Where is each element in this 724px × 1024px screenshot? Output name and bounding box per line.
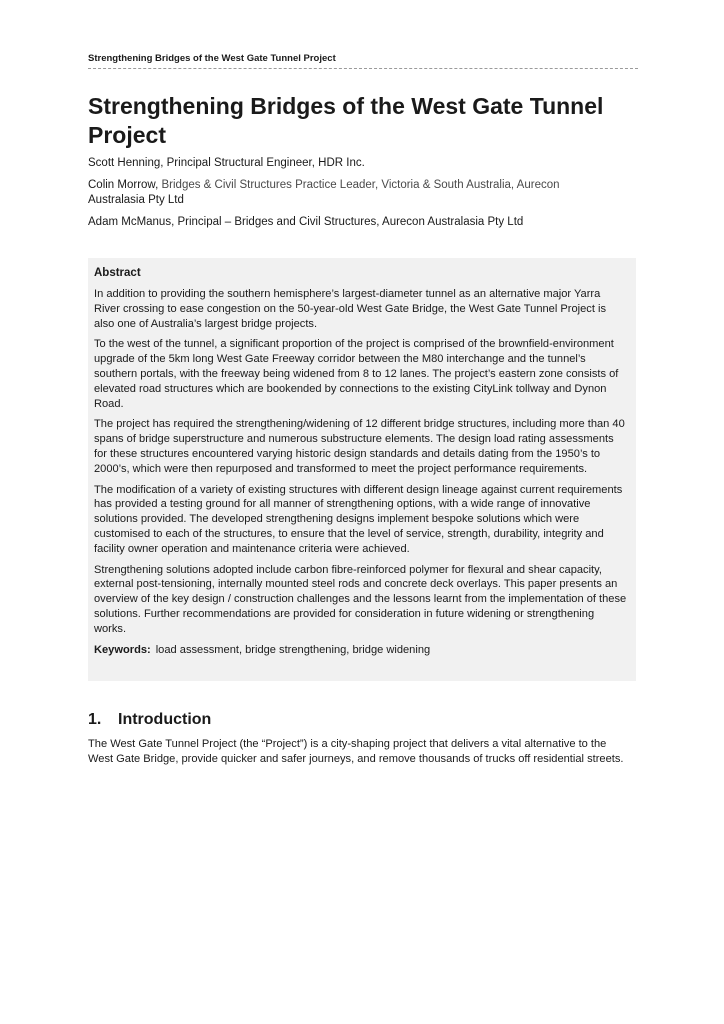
author-line: Adam McManus, Principal – Bridges and Civil Structures, Aurecon Australasia Pty Ltd <box>88 216 524 228</box>
abstract-paragraph: The project has required the strengthening/widening of 12 different bridge structures, including more than 40 spans of bridge superstructure and numerous substructure elements. The design load rating assessments for these structures encountered varying historic design standards and details dating from the 1950’s to 2000’s, which were then repurposed and transformed to meet the project performance requirements. <box>94 418 625 475</box>
section-number: 1. <box>88 711 102 728</box>
author-name: Adam McManus <box>88 216 172 228</box>
introduction-paragraph: The West Gate Tunnel Project (the “Project”) is a city-shaping project that delivers a vital alternative to the West Gate Bridge, provide quicker and safer journeys, and remove thousands of trucks off residential streets. <box>88 738 624 765</box>
author-role: Bridges & Civil Structures Practice Leader, Victoria & South Australia, Aurecon <box>161 179 560 191</box>
author-role: Principal – Bridges and Civil Structures, Aurecon Australasia Pty Ltd <box>177 216 524 228</box>
header-divider <box>88 68 638 69</box>
paper-title: Strengthening Bridges of the West Gate Tunnel Project <box>88 93 604 148</box>
abstract-paragraph: The modification of a variety of existing structures with different design lineage against current requirements has provided a testing ground for all manner of strengthening options, with a wide range of innovative solutions provided. The developed strengthening designs implement bespoke solutions which were customised to each of the structures, to ensure that the level of service, strength, durability, integrity and facility owner operation and maintenance criteria were achieved. <box>94 483 623 555</box>
author-line: Scott Henning, Principal Structural Engineer, HDR Inc. <box>88 157 365 169</box>
author-name: Colin Morrow <box>88 179 156 191</box>
author-line: Colin Morrow, Bridges & Civil Structures Practice Leader, Victoria & South Australia, Aurecon Australasia Pty Ltd <box>88 179 560 206</box>
keywords-line <box>94 643 628 658</box>
author-role: Principal Structural Engineer, HDR Inc. <box>166 157 365 169</box>
abstract-paragraph: In addition to providing the southern hemisphere’s largest-diameter tunnel as an alternative major Yarra River crossing to ease congestion on the 50-year-old West Gate Bridge, the West Gate Tunnel Project is also one of Australia’s largest bridge projects. <box>94 288 607 330</box>
abstract-heading: Abstract <box>94 267 141 279</box>
abstract-box <box>88 258 636 681</box>
keywords-label: Keywords: <box>94 643 151 656</box>
keywords-list: load assessment, bridge strengthening, bridge widening <box>155 643 431 656</box>
author-list <box>88 156 628 237</box>
abstract-paragraph: Strengthening solutions adopted include carbon fibre-reinforced polymer for flexural and shear capacity, external post-tensioning, internally mounted steel rods and concrete deck overlays. This paper presents an overview of the key design / construction challenges and the lessons learnt from the implementation of these solutions. Further recommendations are provided for consideration in future widening or strengthening works. <box>94 563 627 635</box>
running-header: Strengthening Bridges of the West Gate Tunnel Project <box>88 53 336 64</box>
section-heading <box>88 710 211 730</box>
author-name: Scott Henning <box>88 157 161 169</box>
section-title: Introduction <box>118 711 212 728</box>
abstract-paragraph: To the west of the tunnel, a significant proportion of the project is comprised of the brownfield-environment upgrade of the 5km long West Gate Freeway corridor between the M80 interchange and the tunnel’s southern portals, with the freeway being widened from 8 to 12 lanes. The project’s eastern zone consists of elevated road structures which are bookended by connections to the existing CityLink tollway and Dynon Road. <box>94 338 619 410</box>
author-role-continued: Australasia Pty Ltd <box>88 194 184 206</box>
